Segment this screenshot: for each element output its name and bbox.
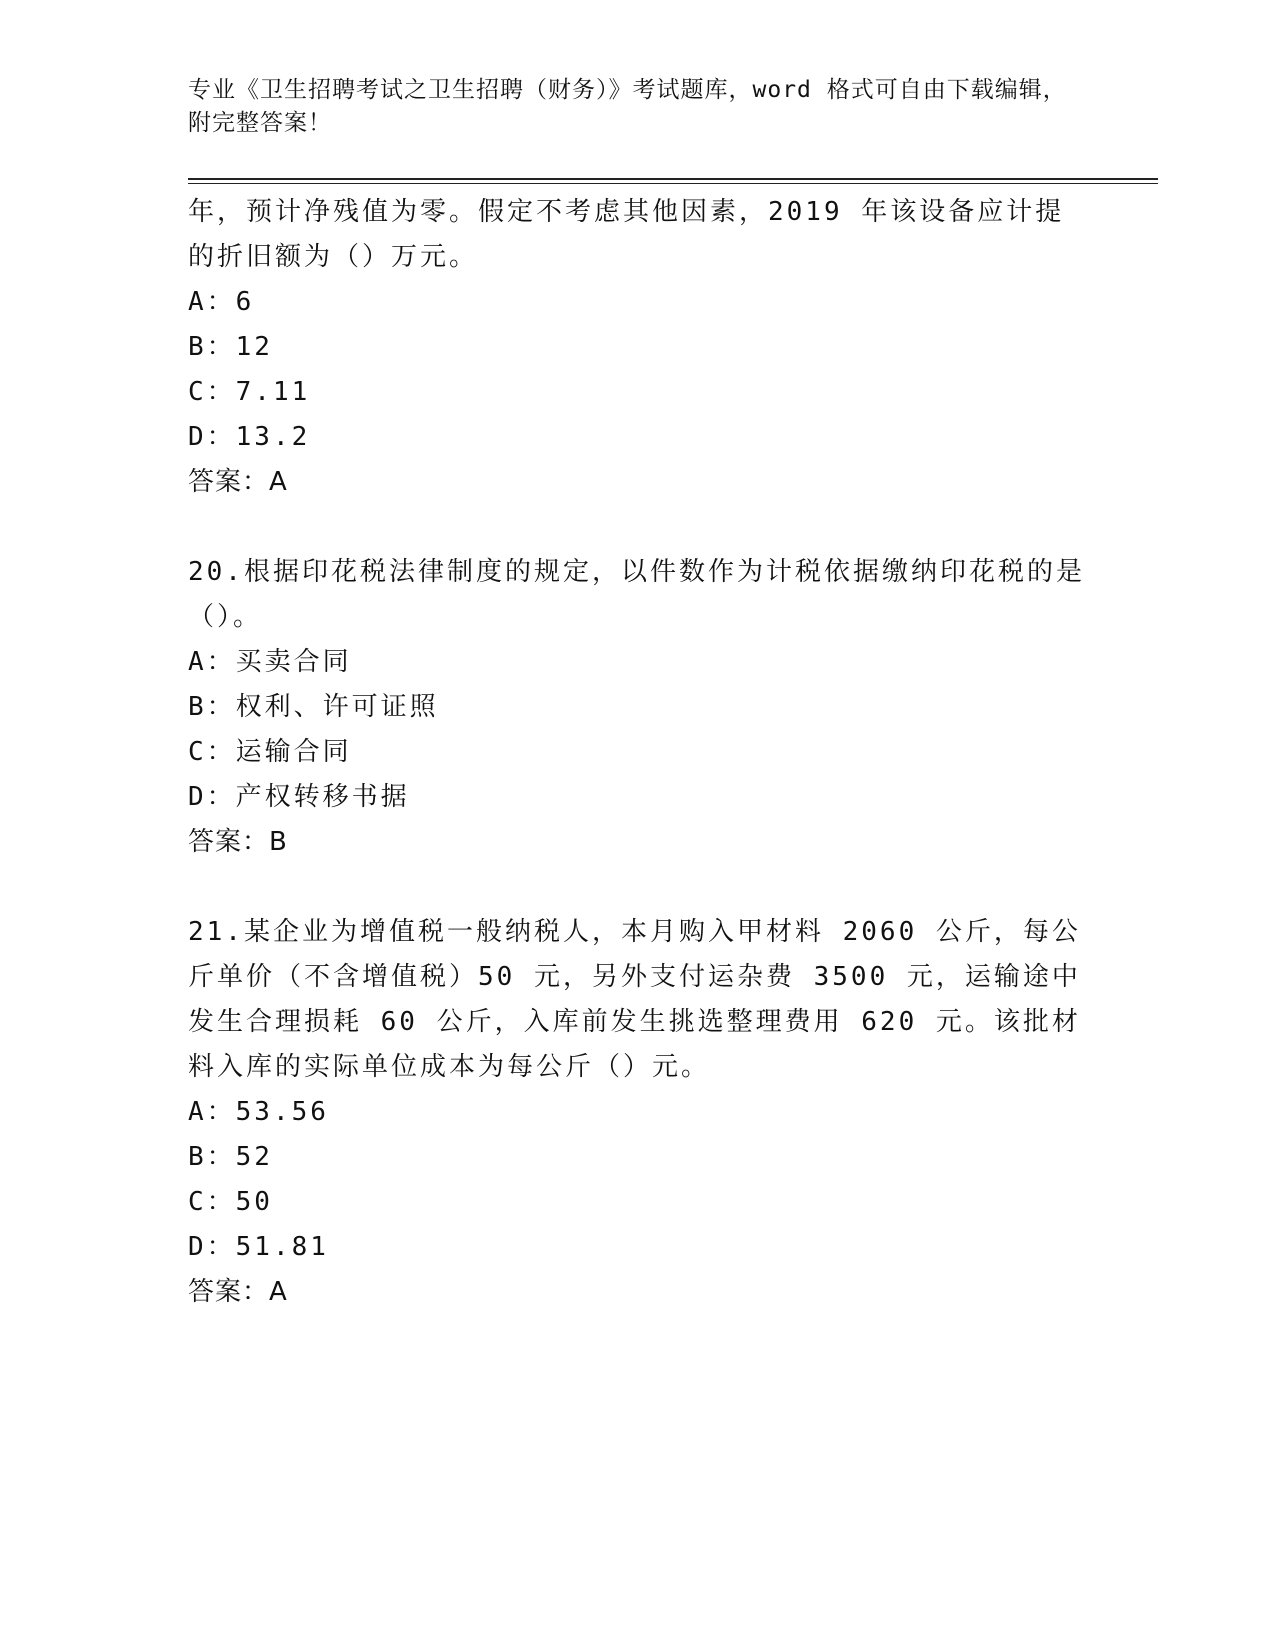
option-a: A：53.56 [188, 1097, 329, 1127]
question-block [188, 910, 1088, 1315]
option-d: D：51.81 [188, 1232, 329, 1262]
spacer [188, 505, 1088, 550]
option-b: B：12 [188, 332, 273, 362]
answer-line: 答案：A [188, 1277, 288, 1307]
option-b: B：权利、许可证照 [188, 692, 439, 722]
option-c: C：运输合同 [188, 737, 352, 767]
header-divider [188, 178, 1158, 180]
option-d: D：产权转移书据 [188, 782, 410, 812]
answer-line: 答案：B [188, 827, 288, 857]
option-a: A：买卖合同 [188, 647, 352, 677]
question-text: 21.某企业为增值税一般纳税人，本月购入甲材料 2060 公斤，每公斤单价（不含增值税）50 元，另外支付运杂费 3500 元，运输途中发生合理损耗 60 公斤，入库前发生挑选整理费用 620 元。该批材料入库的实际单位成本为每公斤（）元。 [188, 917, 1081, 1082]
question-text: 年，预计净残值为零。假定不考虑其他因素，2019 年该设备应计提的折旧额为（）万元。 [188, 197, 1065, 272]
question-list [188, 190, 1088, 1315]
option-d: D：13.2 [188, 422, 311, 452]
document-header: 专业《卫生招聘考试之卫生招聘（财务）》考试题库，word 格式可自由下载编辑，附完整答案！ [188, 77, 1067, 136]
header-divider-thin [188, 183, 1158, 184]
option-a: A：6 [188, 287, 255, 317]
spacer [188, 865, 1088, 910]
question-block [188, 190, 1088, 505]
option-b: B：52 [188, 1142, 273, 1172]
option-c: C：7.11 [188, 377, 311, 407]
option-c: C：50 [188, 1187, 273, 1217]
answer-line: 答案：A [188, 467, 288, 497]
question-block [188, 550, 1088, 865]
question-text: 20.根据印花税法律制度的规定，以件数作为计税依据缴纳印花税的是（）。 [188, 557, 1085, 632]
